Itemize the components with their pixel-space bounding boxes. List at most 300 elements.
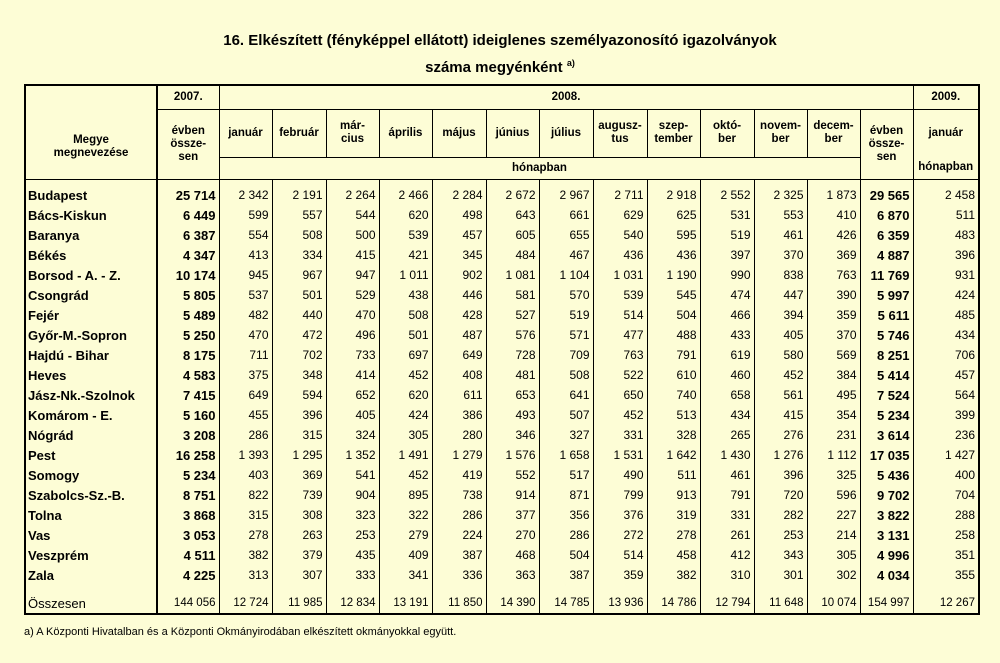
month-value: 313 bbox=[219, 565, 272, 585]
january-2009: 351 bbox=[913, 545, 979, 565]
total-2007: 3 868 bbox=[157, 505, 219, 525]
county-name: Hajdú - Bihar bbox=[25, 345, 157, 365]
header-2008-evben-osszesen: évben össze- sen bbox=[860, 109, 913, 179]
month-value: 482 bbox=[219, 305, 272, 325]
month-value: 740 bbox=[647, 385, 700, 405]
total-2008: 6 870 bbox=[860, 205, 913, 225]
month-value: 540 bbox=[593, 225, 647, 245]
total-2007: 5 234 bbox=[157, 465, 219, 485]
january-2009: 399 bbox=[913, 405, 979, 425]
month-value: 394 bbox=[754, 305, 807, 325]
month-value: 356 bbox=[539, 505, 593, 525]
county-name: Somogy bbox=[25, 465, 157, 485]
county-name: Bács-Kiskun bbox=[25, 205, 157, 225]
january-2009: 483 bbox=[913, 225, 979, 245]
month-value: 446 bbox=[432, 285, 486, 305]
month-value: 370 bbox=[754, 245, 807, 265]
month-value: 629 bbox=[593, 205, 647, 225]
january-2009: 236 bbox=[913, 425, 979, 445]
total-2007: 4 511 bbox=[157, 545, 219, 565]
month-value: 728 bbox=[486, 345, 539, 365]
month-value: 415 bbox=[326, 245, 379, 265]
month-value: 522 bbox=[593, 365, 647, 385]
month-value: 377 bbox=[486, 505, 539, 525]
month-value: 1 491 bbox=[379, 445, 432, 465]
total-2008: 4 887 bbox=[860, 245, 913, 265]
month-value: 379 bbox=[272, 545, 326, 565]
month-value: 466 bbox=[700, 305, 754, 325]
month-value: 1 295 bbox=[272, 445, 326, 465]
month-value: 327 bbox=[539, 425, 593, 445]
month-value: 467 bbox=[539, 245, 593, 265]
month-value: 625 bbox=[647, 205, 700, 225]
month-value: 763 bbox=[807, 265, 860, 285]
month-value: 653 bbox=[486, 385, 539, 405]
month-value: 1 104 bbox=[539, 265, 593, 285]
month-value: 11 850 bbox=[432, 593, 486, 614]
month-value: 477 bbox=[593, 325, 647, 345]
month-value: 599 bbox=[219, 205, 272, 225]
month-value: 278 bbox=[219, 525, 272, 545]
total-2007: 4 347 bbox=[157, 245, 219, 265]
month-value: 504 bbox=[647, 305, 700, 325]
header-month: szep- tember bbox=[647, 109, 700, 157]
month-value: 643 bbox=[486, 205, 539, 225]
month-value: 387 bbox=[539, 565, 593, 585]
month-value: 620 bbox=[379, 385, 432, 405]
month-value: 415 bbox=[754, 405, 807, 425]
month-value: 581 bbox=[486, 285, 539, 305]
total-2007: 3 208 bbox=[157, 425, 219, 445]
month-value: 435 bbox=[326, 545, 379, 565]
month-value: 739 bbox=[272, 485, 326, 505]
month-value: 697 bbox=[379, 345, 432, 365]
month-value: 354 bbox=[807, 405, 860, 425]
header-year-2008: 2008. bbox=[219, 85, 913, 109]
total-2007: 25 714 bbox=[157, 185, 219, 205]
table-row bbox=[25, 545, 979, 565]
county-name: Borsod - A. - Z. bbox=[25, 265, 157, 285]
month-value: 733 bbox=[326, 345, 379, 365]
table-row bbox=[25, 445, 979, 465]
month-value: 1 081 bbox=[486, 265, 539, 285]
header-month: július bbox=[539, 109, 593, 157]
month-value: 576 bbox=[486, 325, 539, 345]
month-value: 405 bbox=[326, 405, 379, 425]
month-value: 1 576 bbox=[486, 445, 539, 465]
month-value: 308 bbox=[272, 505, 326, 525]
month-value: 263 bbox=[272, 525, 326, 545]
table-row bbox=[25, 485, 979, 505]
month-value: 227 bbox=[807, 505, 860, 525]
month-value: 328 bbox=[647, 425, 700, 445]
month-value: 569 bbox=[807, 345, 860, 365]
month-value: 305 bbox=[379, 425, 432, 445]
county-name: Nógrád bbox=[25, 425, 157, 445]
january-2009: 12 267 bbox=[913, 593, 979, 614]
total-2007: 8 175 bbox=[157, 345, 219, 365]
total-row bbox=[25, 593, 979, 614]
county-name: Csongrád bbox=[25, 285, 157, 305]
header-year-2009: 2009. bbox=[913, 85, 979, 109]
month-value: 791 bbox=[700, 485, 754, 505]
month-value: 1 393 bbox=[219, 445, 272, 465]
total-2008: 3 131 bbox=[860, 525, 913, 545]
january-2009: 931 bbox=[913, 265, 979, 285]
header-month: már- cius bbox=[326, 109, 379, 157]
month-value: 2 284 bbox=[432, 185, 486, 205]
month-value: 552 bbox=[486, 465, 539, 485]
table-title bbox=[0, 30, 1000, 79]
county-name: Baranya bbox=[25, 225, 157, 245]
month-value: 331 bbox=[593, 425, 647, 445]
header-megye: Megye megnevezése bbox=[25, 85, 157, 179]
total-2008: 5 436 bbox=[860, 465, 913, 485]
month-value: 610 bbox=[647, 365, 700, 385]
month-value: 541 bbox=[326, 465, 379, 485]
month-value: 315 bbox=[219, 505, 272, 525]
month-value: 1 011 bbox=[379, 265, 432, 285]
month-value: 871 bbox=[539, 485, 593, 505]
january-2009: 2 458 bbox=[913, 185, 979, 205]
january-2009: 355 bbox=[913, 565, 979, 585]
month-value: 324 bbox=[326, 425, 379, 445]
total-2007: 8 751 bbox=[157, 485, 219, 505]
january-2009: 424 bbox=[913, 285, 979, 305]
month-value: 650 bbox=[593, 385, 647, 405]
month-value: 514 bbox=[593, 305, 647, 325]
table-row bbox=[25, 205, 979, 225]
table-row bbox=[25, 365, 979, 385]
header-2007-evben-osszesen: évben össze- sen bbox=[157, 109, 219, 179]
month-value: 531 bbox=[700, 205, 754, 225]
month-value: 396 bbox=[272, 405, 326, 425]
month-value: 428 bbox=[432, 305, 486, 325]
month-value: 498 bbox=[432, 205, 486, 225]
month-value: 461 bbox=[700, 465, 754, 485]
month-value: 655 bbox=[539, 225, 593, 245]
total-2007: 7 415 bbox=[157, 385, 219, 405]
title-line-2: száma megyénként $^{a)}$ bbox=[425, 58, 575, 76]
month-value: 990 bbox=[700, 265, 754, 285]
month-value: 496 bbox=[326, 325, 379, 345]
month-value: 557 bbox=[272, 205, 326, 225]
month-value: 253 bbox=[754, 525, 807, 545]
month-value: 460 bbox=[700, 365, 754, 385]
county-name: Jász-Nk.-Szolnok bbox=[25, 385, 157, 405]
county-name: Fejér bbox=[25, 305, 157, 325]
month-value: 452 bbox=[379, 365, 432, 385]
month-value: 322 bbox=[379, 505, 432, 525]
month-value: 513 bbox=[647, 405, 700, 425]
total-2008: 5 234 bbox=[860, 405, 913, 425]
january-2009: 457 bbox=[913, 365, 979, 385]
month-value: 527 bbox=[486, 305, 539, 325]
month-value: 12 724 bbox=[219, 593, 272, 614]
total-2007: 6 449 bbox=[157, 205, 219, 225]
month-value: 436 bbox=[593, 245, 647, 265]
total-2008: 4 996 bbox=[860, 545, 913, 565]
month-value: 315 bbox=[272, 425, 326, 445]
month-value: 331 bbox=[700, 505, 754, 525]
month-value: 434 bbox=[700, 405, 754, 425]
title-line-1: 16. Elkészített (fényképpel ellátott) ideiglenes személyazonosító igazolványok bbox=[223, 32, 777, 49]
month-value: 1 531 bbox=[593, 445, 647, 465]
month-value: 426 bbox=[807, 225, 860, 245]
month-value: 363 bbox=[486, 565, 539, 585]
month-value: 501 bbox=[379, 325, 432, 345]
header-month: február bbox=[272, 109, 326, 157]
month-value: 455 bbox=[219, 405, 272, 425]
month-value: 738 bbox=[432, 485, 486, 505]
month-value: 2 711 bbox=[593, 185, 647, 205]
month-value: 359 bbox=[593, 565, 647, 585]
table-row bbox=[25, 345, 979, 365]
total-2007: 3 053 bbox=[157, 525, 219, 545]
total-2008: 8 251 bbox=[860, 345, 913, 365]
month-value: 500 bbox=[326, 225, 379, 245]
month-value: 424 bbox=[379, 405, 432, 425]
total-2008: 5 997 bbox=[860, 285, 913, 305]
month-value: 452 bbox=[593, 405, 647, 425]
table-row bbox=[25, 505, 979, 525]
month-value: 967 bbox=[272, 265, 326, 285]
month-value: 375 bbox=[219, 365, 272, 385]
month-value: 282 bbox=[754, 505, 807, 525]
month-value: 319 bbox=[647, 505, 700, 525]
table-row bbox=[25, 265, 979, 285]
month-value: 214 bbox=[807, 525, 860, 545]
month-value: 619 bbox=[700, 345, 754, 365]
month-value: 580 bbox=[754, 345, 807, 365]
month-value: 488 bbox=[647, 325, 700, 345]
total-2007: 16 258 bbox=[157, 445, 219, 465]
month-value: 895 bbox=[379, 485, 432, 505]
month-value: 508 bbox=[539, 365, 593, 385]
month-value: 436 bbox=[647, 245, 700, 265]
total-2007: 10 174 bbox=[157, 265, 219, 285]
month-value: 945 bbox=[219, 265, 272, 285]
month-value: 461 bbox=[754, 225, 807, 245]
month-value: 490 bbox=[593, 465, 647, 485]
month-value: 720 bbox=[754, 485, 807, 505]
month-value: 484 bbox=[486, 245, 539, 265]
county-name: Tolna bbox=[25, 505, 157, 525]
month-value: 649 bbox=[219, 385, 272, 405]
total-2008: 5 611 bbox=[860, 305, 913, 325]
month-value: 384 bbox=[807, 365, 860, 385]
month-value: 325 bbox=[807, 465, 860, 485]
month-value: 508 bbox=[272, 225, 326, 245]
title-footnote-marker: a) bbox=[566, 58, 575, 68]
month-value: 13 191 bbox=[379, 593, 432, 614]
table-row bbox=[25, 465, 979, 485]
month-value: 433 bbox=[700, 325, 754, 345]
month-value: 504 bbox=[539, 545, 593, 565]
month-value: 595 bbox=[647, 225, 700, 245]
month-value: 369 bbox=[807, 245, 860, 265]
month-value: 376 bbox=[593, 505, 647, 525]
month-value: 14 390 bbox=[486, 593, 539, 614]
month-value: 539 bbox=[593, 285, 647, 305]
month-value: 501 bbox=[272, 285, 326, 305]
month-value: 438 bbox=[379, 285, 432, 305]
month-value: 1 031 bbox=[593, 265, 647, 285]
month-value: 419 bbox=[432, 465, 486, 485]
month-value: 270 bbox=[486, 525, 539, 545]
header-year-2007: 2007. bbox=[157, 85, 219, 109]
month-value: 410 bbox=[807, 205, 860, 225]
month-value: 405 bbox=[754, 325, 807, 345]
month-value: 414 bbox=[326, 365, 379, 385]
total-2007: 5 805 bbox=[157, 285, 219, 305]
january-2009: 706 bbox=[913, 345, 979, 365]
total-2007: 6 387 bbox=[157, 225, 219, 245]
month-value: 323 bbox=[326, 505, 379, 525]
month-value: 487 bbox=[432, 325, 486, 345]
month-value: 10 074 bbox=[807, 593, 860, 614]
january-2009: 704 bbox=[913, 485, 979, 505]
month-value: 709 bbox=[539, 345, 593, 365]
month-value: 702 bbox=[272, 345, 326, 365]
month-value: 421 bbox=[379, 245, 432, 265]
january-2009: 396 bbox=[913, 245, 979, 265]
total-2007: 5 489 bbox=[157, 305, 219, 325]
month-value: 2 918 bbox=[647, 185, 700, 205]
month-value: 370 bbox=[807, 325, 860, 345]
month-value: 537 bbox=[219, 285, 272, 305]
month-value: 904 bbox=[326, 485, 379, 505]
month-value: 529 bbox=[326, 285, 379, 305]
month-value: 913 bbox=[647, 485, 700, 505]
month-value: 947 bbox=[326, 265, 379, 285]
total-2007: 4 225 bbox=[157, 565, 219, 585]
month-value: 2 342 bbox=[219, 185, 272, 205]
month-value: 711 bbox=[219, 345, 272, 365]
month-value: 649 bbox=[432, 345, 486, 365]
month-value: 605 bbox=[486, 225, 539, 245]
month-value: 914 bbox=[486, 485, 539, 505]
month-value: 390 bbox=[807, 285, 860, 305]
january-2009: 1 427 bbox=[913, 445, 979, 465]
table-row bbox=[25, 425, 979, 445]
month-value: 397 bbox=[700, 245, 754, 265]
header-honapban: hónapban bbox=[219, 157, 860, 179]
month-value: 276 bbox=[754, 425, 807, 445]
month-value: 570 bbox=[539, 285, 593, 305]
month-value: 336 bbox=[432, 565, 486, 585]
month-value: 382 bbox=[647, 565, 700, 585]
county-name: Győr-M.-Sopron bbox=[25, 325, 157, 345]
total-2008: 3 614 bbox=[860, 425, 913, 445]
month-value: 1 642 bbox=[647, 445, 700, 465]
month-value: 310 bbox=[700, 565, 754, 585]
month-value: 13 936 bbox=[593, 593, 647, 614]
month-value: 495 bbox=[807, 385, 860, 405]
month-value: 278 bbox=[647, 525, 700, 545]
month-value: 539 bbox=[379, 225, 432, 245]
month-value: 1 112 bbox=[807, 445, 860, 465]
month-value: 447 bbox=[754, 285, 807, 305]
month-value: 611 bbox=[432, 385, 486, 405]
total-2007: 144 056 bbox=[157, 593, 219, 614]
month-value: 452 bbox=[754, 365, 807, 385]
month-value: 261 bbox=[700, 525, 754, 545]
header-month: augusz- tus bbox=[593, 109, 647, 157]
month-value: 1 658 bbox=[539, 445, 593, 465]
month-value: 253 bbox=[326, 525, 379, 545]
month-value: 334 bbox=[272, 245, 326, 265]
month-value: 1 430 bbox=[700, 445, 754, 465]
january-2009: 485 bbox=[913, 305, 979, 325]
month-value: 514 bbox=[593, 545, 647, 565]
total-2008: 5 746 bbox=[860, 325, 913, 345]
month-value: 508 bbox=[379, 305, 432, 325]
month-value: 412 bbox=[700, 545, 754, 565]
month-value: 553 bbox=[754, 205, 807, 225]
header-month: május bbox=[432, 109, 486, 157]
month-value: 457 bbox=[432, 225, 486, 245]
month-value: 2 466 bbox=[379, 185, 432, 205]
month-value: 519 bbox=[700, 225, 754, 245]
month-value: 554 bbox=[219, 225, 272, 245]
month-value: 346 bbox=[486, 425, 539, 445]
total-2007: 5 250 bbox=[157, 325, 219, 345]
month-value: 544 bbox=[326, 205, 379, 225]
month-value: 386 bbox=[432, 405, 486, 425]
month-value: 12 834 bbox=[326, 593, 379, 614]
month-value: 763 bbox=[593, 345, 647, 365]
footnote: a) A Központi Hivatalban és a Központi Okmányirodában elkészített okmányokkal együtt. bbox=[24, 626, 457, 638]
month-value: 382 bbox=[219, 545, 272, 565]
total-2008: 3 822 bbox=[860, 505, 913, 525]
month-value: 2 672 bbox=[486, 185, 539, 205]
month-value: 493 bbox=[486, 405, 539, 425]
month-value: 594 bbox=[272, 385, 326, 405]
county-name: Budapest bbox=[25, 185, 157, 205]
month-value: 458 bbox=[647, 545, 700, 565]
total-2008: 154 997 bbox=[860, 593, 913, 614]
table-row bbox=[25, 225, 979, 245]
month-value: 468 bbox=[486, 545, 539, 565]
month-value: 301 bbox=[754, 565, 807, 585]
month-value: 302 bbox=[807, 565, 860, 585]
month-value: 2 552 bbox=[700, 185, 754, 205]
total-2007: 4 583 bbox=[157, 365, 219, 385]
month-value: 440 bbox=[272, 305, 326, 325]
month-value: 1 279 bbox=[432, 445, 486, 465]
month-value: 369 bbox=[272, 465, 326, 485]
month-value: 231 bbox=[807, 425, 860, 445]
statistics-table bbox=[24, 84, 980, 615]
header-month: októ- ber bbox=[700, 109, 754, 157]
table-row bbox=[25, 245, 979, 265]
table-row bbox=[25, 285, 979, 305]
total-2008: 5 414 bbox=[860, 365, 913, 385]
header-month: április bbox=[379, 109, 432, 157]
total-2008: 4 034 bbox=[860, 565, 913, 585]
county-name: Zala bbox=[25, 565, 157, 585]
month-value: 409 bbox=[379, 545, 432, 565]
table-row bbox=[25, 325, 979, 345]
month-value: 1 276 bbox=[754, 445, 807, 465]
month-value: 2 191 bbox=[272, 185, 326, 205]
total-2007: 5 160 bbox=[157, 405, 219, 425]
month-value: 1 190 bbox=[647, 265, 700, 285]
header-month: június bbox=[486, 109, 539, 157]
month-value: 408 bbox=[432, 365, 486, 385]
month-value: 652 bbox=[326, 385, 379, 405]
